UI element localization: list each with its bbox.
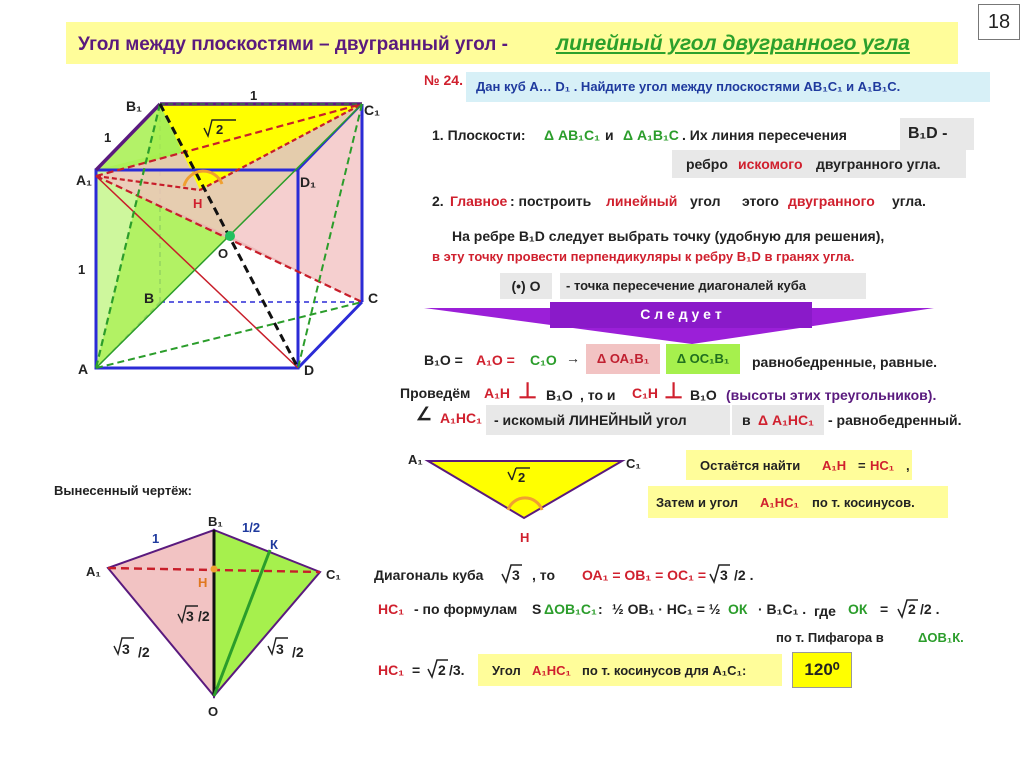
small-tri-a1: А₁ <box>408 452 423 467</box>
removed-drawing-label: Вынесенный чертёж: <box>54 483 192 498</box>
result-eq: = <box>412 662 421 678</box>
step1-line-text: . Их линия пересечения <box>682 127 847 143</box>
result-box-pre: Угол <box>492 663 521 678</box>
answer-box: 120⁰ <box>792 652 852 688</box>
cube-one-side: 1 <box>78 262 86 277</box>
linear-angle-rest: - равнобедренный. <box>828 412 962 428</box>
result-hc1: НС₁ <box>378 662 405 678</box>
heights-b1o: В₁О <box>546 387 573 403</box>
step1-and: и <box>605 127 614 143</box>
cube-o: О <box>218 246 229 261</box>
linear-angle-in: в <box>742 412 751 428</box>
cube-one-top: 1 <box>250 88 258 103</box>
diag-post: /2 . <box>734 567 754 583</box>
follows-text: С л е д у е т <box>640 306 722 322</box>
perp-icon-2: ⊥ <box>664 378 684 403</box>
step2-linear: линейный <box>606 193 678 209</box>
step1-sought: искомого <box>738 156 803 172</box>
step2-lead: 2. <box>432 193 444 209</box>
eq-a1o: А₁О = <box>476 352 515 368</box>
pyr-r3-right-post: /2 <box>292 644 304 660</box>
eq-tri1: Δ ОА₁В₁ <box>586 344 660 374</box>
linear-angle-tri: Δ А₁НС₁ <box>758 412 814 428</box>
heights-b1o2: В₁О <box>690 387 717 403</box>
hc1-tri: ΔОВ₁С₁ <box>544 601 597 617</box>
title-sub: линейный угол двугранного угла <box>556 32 910 55</box>
hc1-times: · В₁С₁ . <box>758 601 807 617</box>
cube-c1: С₁ <box>364 102 380 118</box>
heights-mid: , то и <box>580 387 616 403</box>
hc1-ok2: ОК <box>848 601 868 617</box>
eq-rest: равнобедренные, равные. <box>752 354 938 370</box>
hc1-label: НС₁ <box>378 601 405 617</box>
perp-icon: ⊥ <box>518 378 538 403</box>
eq-tri2: Δ ОС₁В₁ <box>666 344 740 374</box>
pyr-r3-right: 3 <box>276 641 284 657</box>
cube-a: А <box>78 361 89 377</box>
heights-note: (высоты этих треугольников). <box>726 387 937 403</box>
pyr-c1: С₁ <box>326 567 341 582</box>
slide-number: 18 <box>978 4 1020 40</box>
cube-one-left: 1 <box>104 130 112 145</box>
small-tri-c1: С₁ <box>626 456 641 471</box>
find-eq: = <box>858 458 866 473</box>
point-o-text: - точка пересечение диагоналей куба <box>560 273 866 299</box>
result-rad: 2 <box>438 662 446 678</box>
diag-pre: Диагональ куба <box>374 567 484 583</box>
hc1-post: /2 . <box>920 601 940 617</box>
step2-angle: угол <box>690 193 721 209</box>
hc1-rad: 2 <box>908 601 916 617</box>
cos-angle: А₁НС₁ <box>760 495 799 510</box>
result-angle: А₁НС₁ <box>532 663 571 678</box>
step2-line2: На ребре В₁D следует выбрать точку (удобную для решения), <box>452 228 885 244</box>
diag-rad1: 3 <box>512 567 520 583</box>
linear-angle-desc: - искомый ЛИНЕЙНЫЙ угол <box>486 405 730 435</box>
hc1-half: ½ ОВ₁ · НС₁ = ½ <box>612 601 721 617</box>
hc1-mid: - по формулам <box>414 601 518 617</box>
cube-d: D <box>304 362 315 378</box>
step2-this: этого <box>742 193 779 209</box>
hc1-eq: = <box>880 601 889 617</box>
step1-plane2: Δ А₁В₁С <box>623 127 679 143</box>
hc1-ok: ОК <box>728 601 748 617</box>
cos-post: по т. косинусов. <box>812 495 915 510</box>
hc1-colon: : <box>598 601 603 617</box>
step1-edge-word: ребро <box>686 156 728 172</box>
problem-statement: Дан куб А… D₁ . Найдите угол между плоскостями АВ₁С₁ и А₁В₁С. <box>466 72 990 102</box>
pyr-a1: А₁ <box>86 564 101 579</box>
heights-c1h: С₁Н <box>632 385 659 401</box>
pyth-tri: ΔОВ₁К. <box>918 630 964 645</box>
cube-b: В <box>144 290 155 306</box>
step2-angle2: угла. <box>892 193 926 209</box>
small-tri-side: 2 <box>518 470 526 485</box>
cube-root2: 2 <box>216 122 224 137</box>
step1-lead: 1. Плоскости: <box>432 127 526 143</box>
pyr-r3-mid: 3 <box>186 608 194 624</box>
find-hc1: НС₁ <box>870 458 895 473</box>
cube-b1: В₁ <box>126 98 142 114</box>
pyr-half: 1/2 <box>242 520 261 535</box>
pyr-b1: В₁ <box>208 514 223 529</box>
step2-colon: : построить <box>510 193 592 209</box>
eq-arrow: → <box>566 350 580 366</box>
pyr-one: 1 <box>152 531 160 546</box>
step1-plane1: Δ АВ₁С₁ <box>544 127 600 143</box>
point-o-label: (•) О <box>500 273 552 299</box>
find-pre: Остаётся найти <box>700 458 801 473</box>
cube-d1: D₁ <box>300 174 316 190</box>
cube-c: С <box>368 290 379 306</box>
step1-edge: В₁D - <box>900 118 974 150</box>
eq-c1o: С₁О <box>530 352 557 368</box>
find-a1h: А₁Н <box>822 458 847 473</box>
diag-rad2: 3 <box>720 567 728 583</box>
pyth-text: по т. Пифагора в <box>776 630 884 645</box>
linear-angle-name: А₁НС₁ <box>440 410 482 426</box>
angle-icon: ∠ <box>416 404 433 424</box>
step2-dihedral: двугранного <box>788 193 875 209</box>
cube-a1: А₁ <box>76 172 92 188</box>
heights-a1h: А₁Н <box>484 385 511 401</box>
pyr-r3-mid-post: /2 <box>198 608 210 624</box>
pyr-k: К <box>270 537 278 552</box>
step1-rest: двугранного угла. <box>816 156 941 172</box>
title-main: Угол между плоскостями – двугранный угол - <box>78 34 508 55</box>
step2-main-word: Главное <box>450 193 508 209</box>
cos-pre: Затем и угол <box>656 495 738 510</box>
pyr-r3-left-post: /2 <box>138 644 150 660</box>
result-box-post: по т. косинусов для А₁С₁: <box>582 663 747 678</box>
diag-eq: ОА₁ = ОВ₁ = ОС₁ = <box>582 567 706 583</box>
small-tri-h: Н <box>520 530 530 545</box>
hc1-where: где <box>814 603 836 619</box>
diag-mid: , то <box>532 567 556 583</box>
pyr-o: О <box>208 704 219 719</box>
hc1-s: S <box>532 601 542 617</box>
step2-line3: в эту точку провести перпендикуляры к ребру В₁D в гранях угла. <box>432 249 855 264</box>
find-comma: , <box>906 458 910 473</box>
problem-number: № 24. <box>424 72 463 88</box>
cube-h: Н <box>193 196 203 211</box>
result-post: /3. <box>449 662 465 678</box>
pyr-r3-left: 3 <box>122 641 130 657</box>
eq-b1o: В₁О = <box>424 352 463 368</box>
heights-lead: Проведём <box>400 385 471 401</box>
pyr-h: Н <box>198 575 208 590</box>
